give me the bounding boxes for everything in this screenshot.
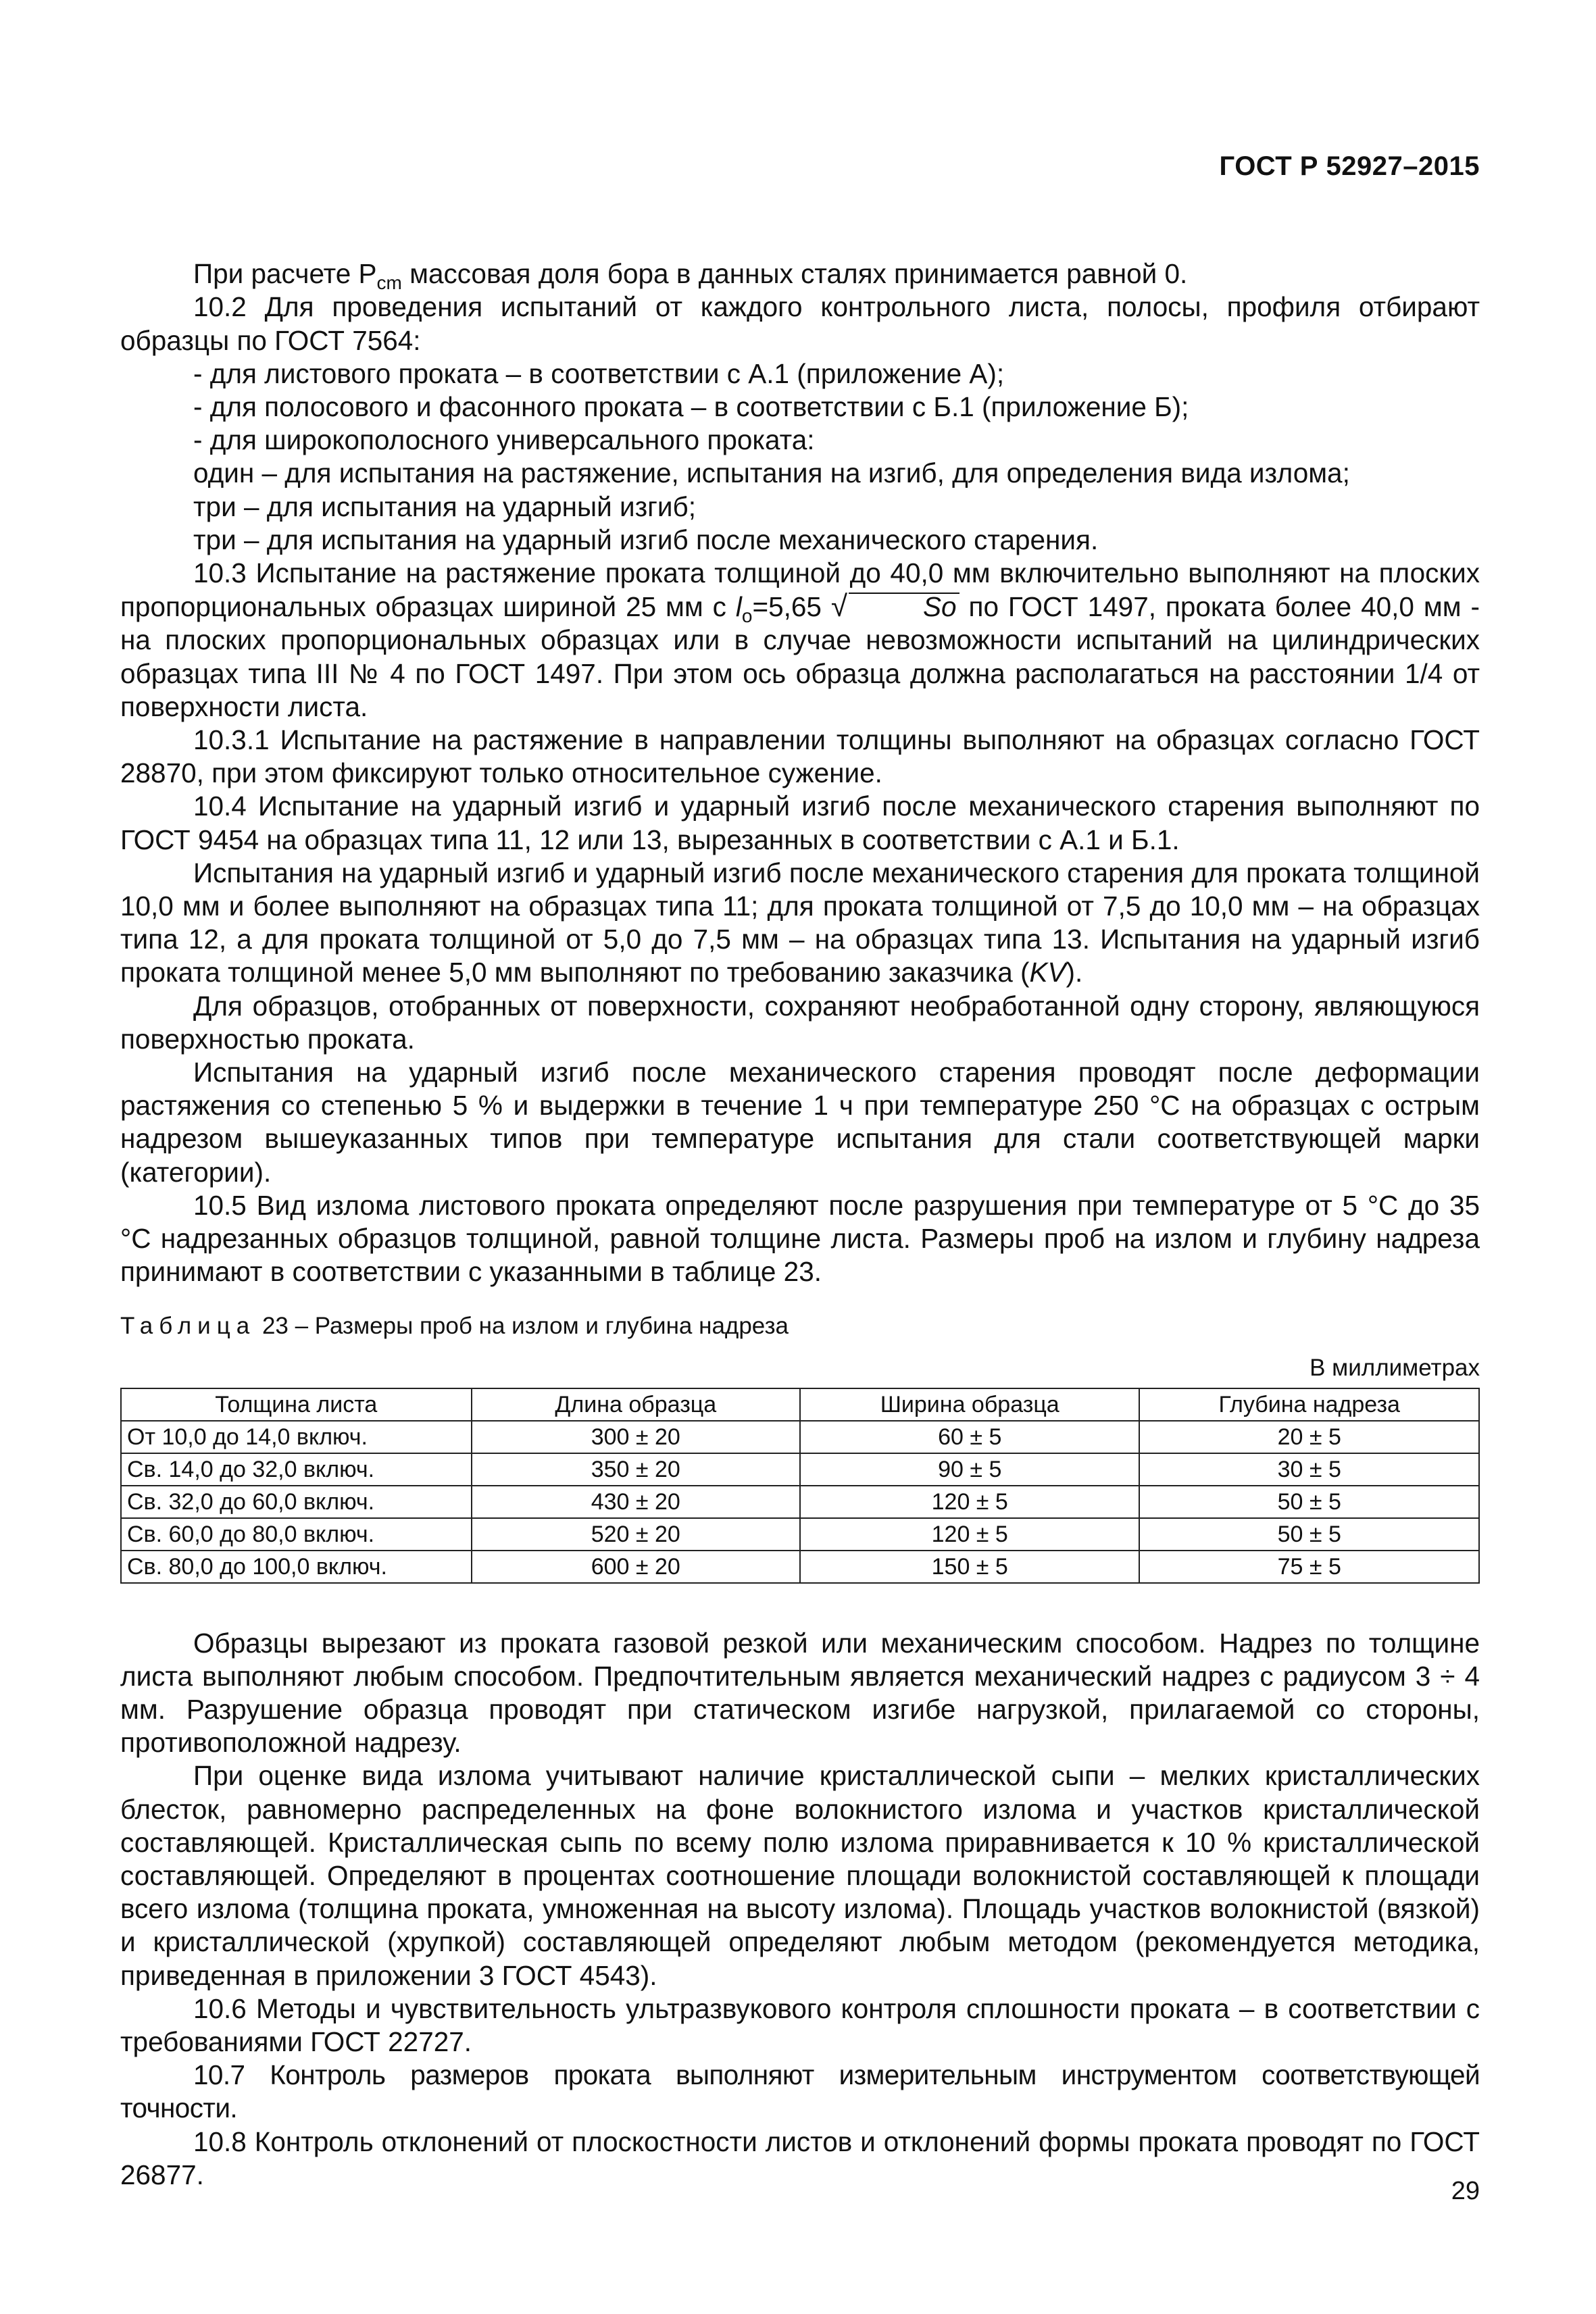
paragraph-samples-cutting: Образцы вырезают из проката газовой резкой или механическим способом. Надрез по толщине листа выполняют любым способом. Предпочтительным является механический надрез с радиусом 3 ÷ 4 мм. Разрушение образца проводят при статическом изгибе нагрузкой, прилагаемой со стороны, противоположной надрезу. — [120, 1627, 1480, 1759]
table-cell: 150 ± 5 — [800, 1551, 1140, 1583]
table-cell: Св. 60,0 до 80,0 включ. — [121, 1518, 472, 1551]
column-header: Глубина надреза — [1139, 1388, 1479, 1421]
paragraph-fracture-evaluation: При оценке вида излома учитывают наличие кристаллической сыпи – мелких кристаллических блесток, равномерно распределенных на фоне волокнистого излома и участков кристаллической составляющей. Кристаллическая сыпь по всему полю излома приравнивается к 10 % кристаллической составляющей. Определяют в процентах соотношение площади волокнистой составляющей к площади всего излома (толщина проката, умноженная на высоту излома). Площадь участков волокнистой (вязкой) и кристаллической (хрупкой) составляющей определяют любым методом (рекомендуется методика, приведенная в приложении 3 ГОСТ 4543). — [120, 1760, 1480, 1991]
table-23 — [120, 1388, 1480, 1584]
paragraph-10-8: 10.8 Контроль отклонений от плоскостности листов и отклонений формы проката проводят по ГОСТ 26877. — [120, 2126, 1480, 2190]
table-cell: 120 ± 5 — [800, 1518, 1140, 1551]
table-cell: Св. 80,0 до 100,0 включ. — [121, 1551, 472, 1583]
table-row — [121, 1551, 1479, 1583]
paragraph-10-5: 10.5 Вид излома листового проката определяют после разрушения при температуре от 5 °С до 35 °С надрезанных образцов толщиной, равной толщине листа. Размеры проб на излом и глубину надреза принимают в соответствии с указанными в таблице 23. — [120, 1189, 1480, 1288]
table-cell: 50 ± 5 — [1139, 1486, 1479, 1518]
table-cell: 30 ± 5 — [1139, 1453, 1479, 1486]
square-root-sign: √ — [830, 590, 848, 624]
table-cell: 120 ± 5 — [800, 1486, 1140, 1518]
list-item: три – для испытания на ударный изгиб после механического старения. — [193, 524, 1099, 555]
paragraph-pcm: При расчете $P_{cm}$ массовая доля бора в данных сталях принимается равной 0. — [193, 258, 1188, 294]
paragraph-10-2: 10.2 Для проведения испытаний от каждого контрольного листа, полосы, профиля отбирают образцы по ГОСТ 7564: — [120, 291, 1480, 356]
list-item: - для широкополосного универсального проката: — [193, 424, 815, 456]
paragraph-impact-types: Испытания на ударный изгиб и ударный изгиб после механического старения для проката толщиной 10,0 мм и более выполняют на образцах типа 11; для проката толщиной от 7,5 до 10,0 мм – на образцах типа 12, а для проката толщиной от 5,0 до 7,5 мм – на образцах типа 13. Испытания на ударный изгиб проката толщиной менее 5,0 мм выполняют по требованию заказчика (KV). — [120, 857, 1480, 988]
paragraph-aging: Испытания на ударный изгиб после механического старения проводят после деформации растяжения со степенью 5 % и выдержки в течение 1 ч при температуре 250 °С на образцах с острым надрезом вышеуказанных типов при температуре испытания для стали соответствующей марки (категории). — [120, 1057, 1480, 1188]
table-cell: 20 ± 5 — [1139, 1421, 1479, 1453]
table-cell: Св. 32,0 до 60,0 включ. — [121, 1486, 472, 1518]
paragraph-10-3: 10.3 Испытание на растяжение проката толщиной до 40,0 мм включительно выполняют на плоских пропорциональных образцах шириной 25 мм с $l_o=5,65$ √ So по ГОСТ 1497, проката более 40,0 мм - на плоских пропорциональных образцах или в случае невозможности испытаний на цилиндрических образцах типа III № 4 по ГОСТ 1497. При этом ось образца должна располагаться на расстоянии 1/4 от поверхности листа. — [120, 557, 1480, 722]
table-cell: 520 ± 20 — [472, 1518, 800, 1551]
table-row — [121, 1518, 1479, 1551]
document-page — [120, 150, 1480, 2192]
table-header-row — [121, 1388, 1479, 1421]
document-header: ГОСТ Р 52927–2015 — [1219, 151, 1480, 181]
table-cell: 60 ± 5 — [800, 1421, 1140, 1453]
paragraph-10-6: 10.6 Методы и чувствительность ультразвукового контроля сплошности проката – в соответствии с требованиями ГОСТ 22727. — [120, 1992, 1480, 2057]
table-cell: 600 ± 20 — [472, 1551, 800, 1583]
table-row — [121, 1421, 1479, 1453]
paragraph-10-3-1: 10.3.1 Испытание на растяжение в направлении толщины выполняют на образцах согласно ГОСТ 28870, при этом фиксируют только относительное сужение. — [120, 724, 1480, 789]
column-header: Длина образца — [472, 1388, 800, 1421]
table-row — [121, 1486, 1479, 1518]
column-header: Толщина листа — [121, 1388, 472, 1421]
table-cell: От 10,0 до 14,0 включ. — [121, 1421, 472, 1453]
list-item: - для полосового и фасонного проката – в соответствии с Б.1 (приложение Б); — [193, 391, 1189, 423]
table-cell: 430 ± 20 — [472, 1486, 800, 1518]
table-cell: 350 ± 20 — [472, 1453, 800, 1486]
square-root-operand: So — [849, 593, 959, 620]
table-cell: 300 ± 20 — [472, 1421, 800, 1453]
page-number: 29 — [1451, 2177, 1480, 2205]
list-item: - для листового проката – в соответствии с А.1 (приложение А); — [193, 357, 1005, 389]
paragraph-10-7: 10.7 Контроль размеров проката выполняют измерительным инструментом соответствующей точности. — [120, 2059, 1480, 2124]
table-row — [121, 1453, 1479, 1486]
table-cell: 50 ± 5 — [1139, 1518, 1479, 1551]
list-item: три – для испытания на ударный изгиб; — [193, 491, 696, 522]
column-header: Ширина образца — [800, 1388, 1140, 1421]
table-units: В миллиметрах — [1310, 1354, 1480, 1381]
table-cell: 75 ± 5 — [1139, 1551, 1479, 1583]
list-item: один – для испытания на растяжение, испытания на изгиб, для определения вида излома; — [193, 457, 1350, 489]
table-cell: Св. 14,0 до 32,0 включ. — [121, 1453, 472, 1486]
paragraph-surface: Для образцов, отобранных от поверхности, сохраняют необработанной одну сторону, являющуюся поверхностью проката. — [120, 990, 1480, 1055]
table-cell: 90 ± 5 — [800, 1453, 1140, 1486]
paragraph-10-4: 10.4 Испытание на ударный изгиб и ударный изгиб после механического старения выполняют по ГОСТ 9454 на образцах типа 11, 12 или 13, вырезанных в соответствии с А.1 и Б.1. — [120, 790, 1480, 855]
table-caption: Таблица 23 – Размеры проб на излом и глубина надреза — [120, 1312, 789, 1339]
